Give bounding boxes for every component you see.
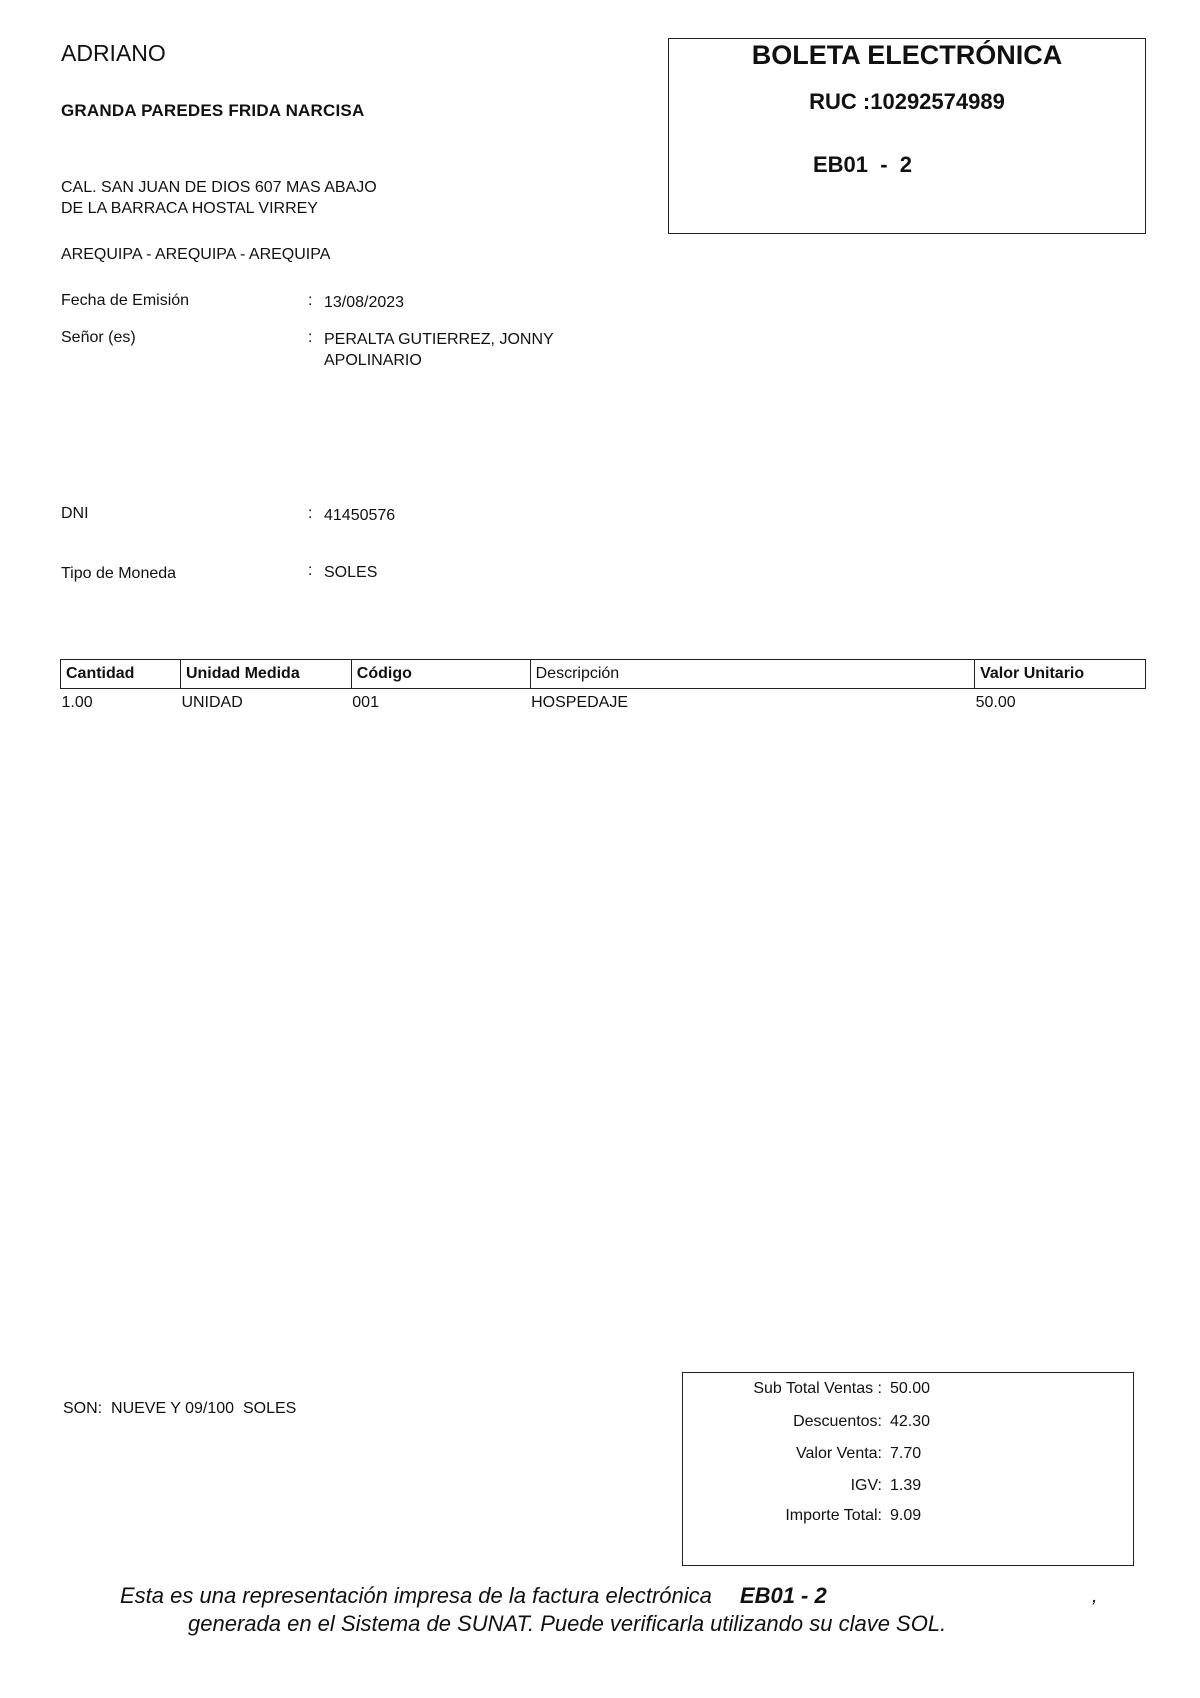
issuer-location: AREQUIPA - AREQUIPA - AREQUIPA: [61, 246, 331, 263]
dni-colon: :: [308, 505, 313, 522]
footer-comma: ,: [1092, 1585, 1098, 1607]
items-table: [60, 659, 1146, 712]
cell-description: HOSPEDAJE: [531, 694, 629, 711]
cell-quantity: 1.00: [61, 694, 93, 711]
issuer-address: [61, 177, 481, 219]
total-label: Importe Total:: [785, 1507, 882, 1524]
dni-label: DNI: [61, 505, 89, 522]
discounts-value: 42.30: [890, 1413, 931, 1430]
customer-name-line-2: APOLINARIO: [324, 352, 422, 369]
cell-unit: UNIDAD: [181, 694, 243, 711]
date-value: 13/08/2023: [324, 294, 405, 311]
sale-value-label: Valor Venta:: [796, 1445, 882, 1462]
header-description: Descripción: [530, 660, 975, 689]
date-colon: :: [308, 292, 313, 309]
table-row: [61, 689, 1146, 713]
subtotal-label: Sub Total Ventas :: [753, 1380, 882, 1397]
items-table-header: [61, 660, 1146, 689]
currency-value: SOLES: [324, 564, 378, 581]
document-number: EB01 - 2: [813, 152, 913, 177]
customer-name-label: Señor (es): [61, 329, 136, 346]
customer-name-line-1: PERALTA GUTIERREZ, JONNY: [324, 331, 554, 348]
total-value: 9.09: [890, 1507, 922, 1524]
header-unit: Unidad Medida: [180, 660, 351, 689]
document-ruc: RUC :10292574989: [809, 89, 1005, 114]
customer-name-colon: :: [308, 329, 313, 346]
footer-line-2: generada en el Sistema de SUNAT. Puede verificarla utilizando su clave SOL.: [188, 1611, 947, 1636]
amount-in-words: SON: NUEVE Y 09/100 SOLES: [63, 1400, 297, 1417]
issuer-owner-name: GRANDA PAREDES FRIDA NARCISA: [61, 101, 365, 120]
igv-label: IGV:: [850, 1477, 882, 1494]
footer-document-number: EB01 - 2: [739, 1583, 827, 1608]
currency-label: Tipo de Moneda: [61, 565, 177, 582]
header-code: Código: [351, 660, 530, 689]
date-label: Fecha de Emisión: [61, 292, 190, 309]
footer-text-1: Esta es una representación impresa de la factura electrónica: [120, 1583, 712, 1608]
header-quantity: Cantidad: [61, 660, 181, 689]
issuer-trade-name: ADRIANO: [61, 40, 166, 66]
cell-code: 001: [352, 694, 379, 711]
subtotal-value: 50.00: [890, 1380, 931, 1397]
dni-value: 41450576: [324, 507, 396, 524]
sale-value-value: 7.70: [890, 1445, 922, 1462]
igv-value: 1.39: [890, 1477, 922, 1494]
document-title: BOLETA ELECTRÓNICA: [751, 40, 1063, 70]
header-unit-value: Valor Unitario: [975, 660, 1146, 689]
cell-unit-value: 50.00: [975, 694, 1016, 711]
issuer-address-line-2: DE LA BARRACA HOSTAL VIRREY: [61, 200, 318, 217]
footer-line-1: [120, 1583, 827, 1609]
totals-box: [682, 1372, 1134, 1566]
currency-colon: :: [308, 562, 313, 579]
discounts-label: Descuentos:: [793, 1413, 882, 1430]
issuer-address-line-1: CAL. SAN JUAN DE DIOS 607 MAS ABAJO: [61, 179, 377, 196]
customer-name: [324, 329, 624, 371]
